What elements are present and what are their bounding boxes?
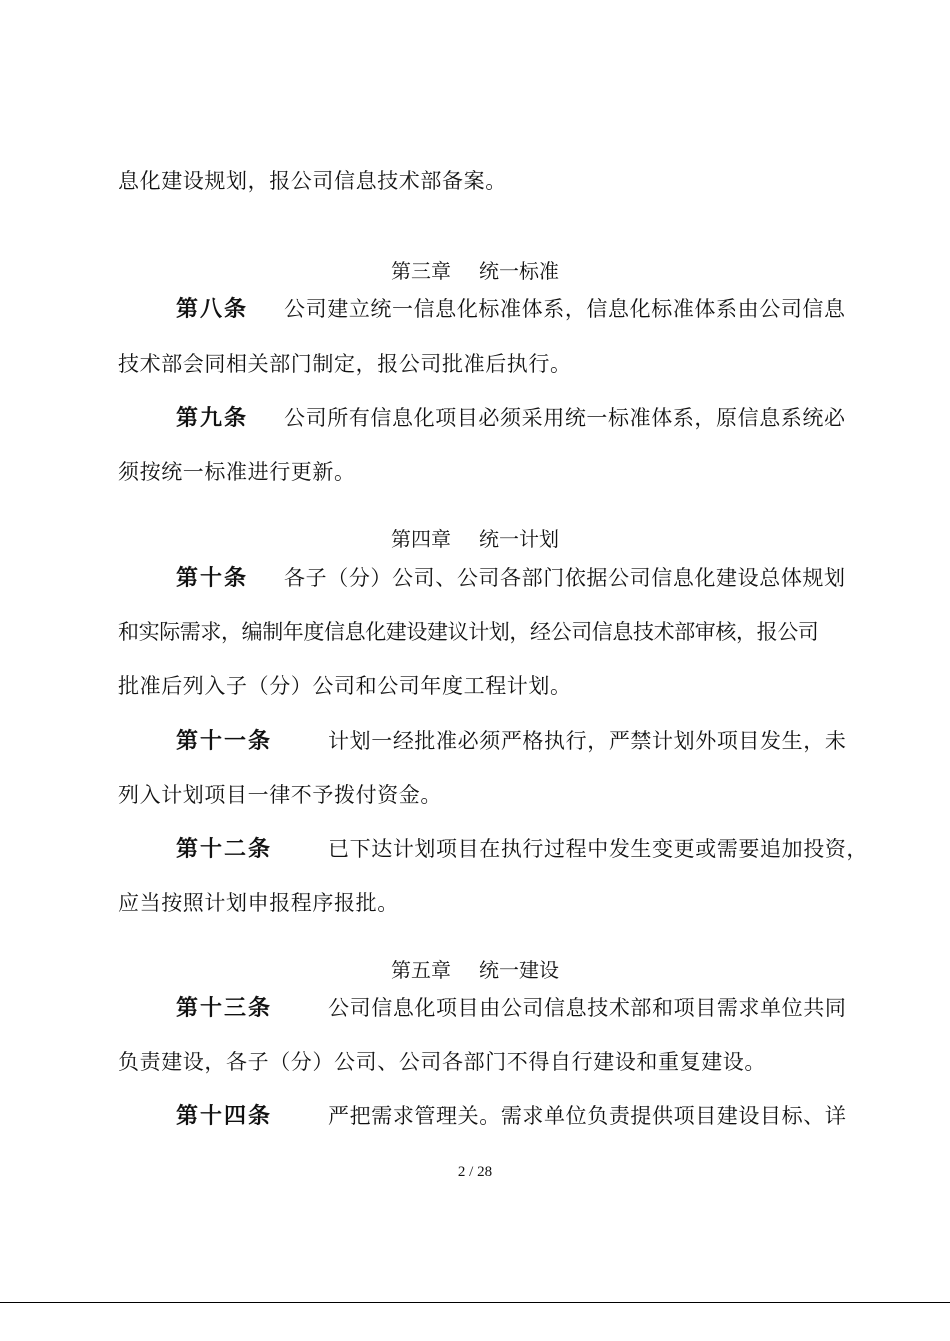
text-line: 批准后列入子（分）公司和公司年度工程计划。 — [118, 674, 572, 698]
chapter-heading-5 — [0, 955, 950, 985]
text-line: 公司信息化项目由公司信息技术部和项目需求单位共同 — [328, 996, 847, 1020]
text-line: 息化建设规划，报公司信息技术部备案。 — [118, 169, 507, 193]
current-page: 2 — [457, 1164, 466, 1180]
article-13-line-2 — [118, 1047, 766, 1077]
page-separator: / — [469, 1164, 474, 1180]
article-label: 第十二条 — [176, 836, 273, 862]
chapter-number: 第四章 — [391, 527, 451, 551]
chapter-title: 统一标准 — [479, 259, 559, 283]
article-13-line-1 — [176, 993, 846, 1023]
article-11-line-2 — [118, 780, 442, 810]
article-10-line-2 — [118, 617, 818, 647]
total-pages: 28 — [477, 1164, 493, 1180]
article-label: 第十一条 — [176, 728, 273, 754]
chapter-heading-4 — [0, 524, 950, 554]
article-label: 第八条 — [176, 296, 249, 322]
text-line: 各子（分）公司、公司各部门依据公司信息化建设总体规划 — [284, 566, 846, 590]
text-line: 和实际需求，编制年度信息化建设建议计划，经公司信息技术部审核，报公司 — [118, 620, 819, 644]
text-line: 公司建立统一信息化标准体系，信息化标准体系由公司信息 — [284, 297, 846, 321]
article-12-line-2 — [118, 888, 399, 918]
text-line: 已下达计划项目在执行过程中发生变更或需要追加投资， — [328, 837, 869, 861]
chapter-title: 统一建设 — [479, 958, 559, 982]
article-10-line-3 — [118, 671, 572, 701]
article-label: 第十条 — [176, 565, 249, 591]
text-line: 须按统一标准进行更新。 — [118, 460, 356, 484]
article-9-line-1 — [176, 403, 846, 433]
paragraph-line — [118, 166, 507, 196]
text-line: 应当按照计划申报程序报批。 — [118, 891, 399, 915]
article-9-line-2 — [118, 457, 356, 487]
text-line: 列入计划项目一律不予拨付资金。 — [118, 783, 442, 807]
text-line: 严把需求管理关。需求单位负责提供项目建设目标、详 — [328, 1104, 847, 1128]
article-8-line-1 — [176, 294, 846, 324]
chapter-heading-3 — [0, 256, 950, 286]
text-line: 技术部会同相关部门制定，报公司批准后执行。 — [118, 352, 572, 376]
article-label: 第十四条 — [176, 1103, 273, 1129]
article-label: 第十三条 — [176, 995, 273, 1021]
article-12-line-1 — [176, 834, 868, 864]
article-14-line-1 — [176, 1101, 846, 1131]
text-line: 计划一经批准必须严格执行，严禁计划外项目发生，未 — [328, 729, 847, 753]
article-label: 第九条 — [176, 405, 249, 431]
article-11-line-1 — [176, 726, 846, 756]
text-line: 公司所有信息化项目必须采用统一标准体系，原信息系统必 — [284, 406, 846, 430]
chapter-title: 统一计划 — [479, 527, 559, 551]
text-line: 负责建设，各子（分）公司、公司各部门不得自行建设和重复建设。 — [118, 1050, 766, 1074]
chapter-number: 第三章 — [391, 259, 451, 283]
page-number — [0, 1162, 950, 1182]
article-10-line-1 — [176, 563, 846, 593]
chapter-number: 第五章 — [391, 958, 451, 982]
page-bottom-rule — [0, 1302, 950, 1303]
article-8-line-2 — [118, 349, 572, 379]
